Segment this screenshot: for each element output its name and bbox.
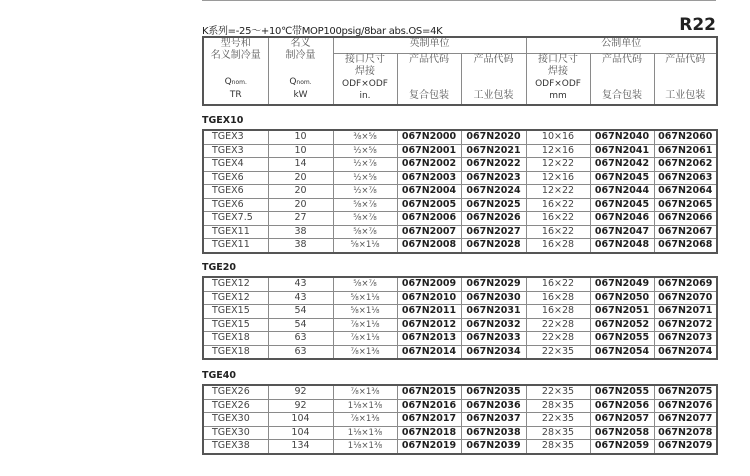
cell-code-industrial-in: 067N2029 <box>461 277 526 291</box>
cell-code-multi-in: 067N2017 <box>397 413 461 427</box>
cell-code-multi-mm: 067N2050 <box>590 291 654 305</box>
section-title: TGEX10 <box>202 115 244 126</box>
cell-code-multi-mm: 067N2046 <box>590 212 654 226</box>
table-row <box>203 277 717 291</box>
cell-connection-mm: 22×35 <box>526 413 590 427</box>
pack-multi: 复合包装 <box>409 89 449 101</box>
cell-code-multi-mm: 067N2048 <box>590 239 654 253</box>
cell-code-multi-mm: 067N2058 <box>590 426 654 440</box>
cell-code-multi-in: 067N2003 <box>397 171 461 185</box>
cell-code-multi-in: 067N2016 <box>397 399 461 413</box>
col-code-multi-mm <box>590 53 654 105</box>
cell-connection-mm: 12×22 <box>526 185 590 199</box>
cell-connection-mm: 22×35 <box>526 385 590 399</box>
table-row <box>203 440 717 454</box>
cell-code-multi-mm: 067N2051 <box>590 305 654 319</box>
conn-unit-in: in. <box>359 90 371 101</box>
cell-capacity-kw: 63 <box>268 332 333 346</box>
cell-connection-in: ⅝×⅞ <box>333 212 397 226</box>
cap-line2: 制冷量 <box>285 50 316 61</box>
conn-line2: 焊接 <box>355 65 375 77</box>
cell-code-industrial-mm: 067N2061 <box>654 144 717 158</box>
cell-code-multi-in: 067N2007 <box>397 225 461 239</box>
cell-capacity-kw: 20 <box>268 185 333 199</box>
code-label: 产品代码 <box>473 53 514 65</box>
cell-capacity-kw: 54 <box>268 318 333 332</box>
table-row <box>203 212 717 226</box>
cell-model: TGEX6 <box>203 171 268 185</box>
cell-connection-mm: 16×28 <box>526 291 590 305</box>
cell-model: TGEX3 <box>203 130 268 144</box>
cell-connection-mm: 16×22 <box>526 212 590 226</box>
cell-connection-mm: 22×28 <box>526 318 590 332</box>
cell-capacity-kw: 38 <box>268 225 333 239</box>
cell-connection-in: 1⅛×1⅜ <box>333 426 397 440</box>
cell-capacity-kw: 54 <box>268 305 333 319</box>
conn-line1: 接口尺寸 <box>345 53 385 65</box>
imperial-group: 英制单位 <box>333 37 526 53</box>
cell-connection-mm: 12×22 <box>526 158 590 172</box>
pack-industrial: 工业包装 <box>473 89 514 101</box>
cell-capacity-kw: 63 <box>268 345 333 359</box>
cell-connection-mm: 16×22 <box>526 225 590 239</box>
cell-code-multi-in: 067N2018 <box>397 426 461 440</box>
cell-model: TGEX12 <box>203 291 268 305</box>
cell-connection-in: ⅝×1⅛ <box>333 291 397 305</box>
refrigerant-label: R22 <box>679 15 716 35</box>
cell-code-industrial-in: 067N2030 <box>461 291 526 305</box>
conn-line2: 焊接 <box>548 65 569 77</box>
cell-code-multi-in: 067N2009 <box>397 277 461 291</box>
cell-connection-in: ½×⅝ <box>333 144 397 158</box>
section-title: TGE20 <box>202 262 236 273</box>
cap-unit: kW <box>293 90 308 100</box>
cell-code-industrial-in: 067N2026 <box>461 212 526 226</box>
cell-connection-mm: 28×35 <box>526 440 590 454</box>
col-code-multi-in <box>397 53 461 105</box>
cell-code-multi-mm: 067N2056 <box>590 399 654 413</box>
cell-code-industrial-mm: 067N2065 <box>654 198 717 212</box>
model-q: Qnom. <box>224 77 247 87</box>
cell-code-multi-mm: 067N2057 <box>590 413 654 427</box>
cell-capacity-kw: 10 <box>268 130 333 144</box>
table-row <box>203 198 717 212</box>
table-row <box>203 318 717 332</box>
cell-code-multi-in: 067N2004 <box>397 185 461 199</box>
cell-connection-in: 1⅛×1⅜ <box>333 440 397 454</box>
section-table <box>202 384 718 455</box>
cell-code-industrial-in: 067N2034 <box>461 345 526 359</box>
cell-code-industrial-mm: 067N2062 <box>654 158 717 172</box>
cell-code-industrial-mm: 067N2073 <box>654 332 717 346</box>
cell-code-industrial-in: 067N2035 <box>461 385 526 399</box>
cell-code-multi-in: 067N2006 <box>397 212 461 226</box>
cell-code-multi-mm: 067N2052 <box>590 318 654 332</box>
cell-code-industrial-mm: 067N2064 <box>654 185 717 199</box>
table-row <box>203 399 717 413</box>
cell-capacity-kw: 10 <box>268 144 333 158</box>
cell-code-multi-in: 067N2019 <box>397 440 461 454</box>
cell-code-industrial-mm: 067N2069 <box>654 277 717 291</box>
cell-code-industrial-in: 067N2020 <box>461 130 526 144</box>
cell-code-multi-mm: 067N2041 <box>590 144 654 158</box>
cell-connection-mm: 10×16 <box>526 130 590 144</box>
cell-code-industrial-in: 067N2023 <box>461 171 526 185</box>
cell-code-multi-mm: 067N2049 <box>590 277 654 291</box>
cell-code-multi-in: 067N2008 <box>397 239 461 253</box>
table-row <box>203 413 717 427</box>
cell-connection-in: ⅝×⅞ <box>333 225 397 239</box>
cell-code-industrial-mm: 067N2060 <box>654 130 717 144</box>
cell-connection-in: ½×⅝ <box>333 171 397 185</box>
cell-connection-mm: 12×16 <box>526 144 590 158</box>
cell-connection-mm: 16×28 <box>526 305 590 319</box>
cell-connection-in: ⅝×1⅛ <box>333 305 397 319</box>
cell-capacity-kw: 38 <box>268 239 333 253</box>
table-row <box>203 305 717 319</box>
cell-capacity-kw: 104 <box>268 413 333 427</box>
cell-code-multi-in: 067N2005 <box>397 198 461 212</box>
conn-line1: 接口尺寸 <box>538 53 579 65</box>
cell-code-multi-mm: 067N2045 <box>590 198 654 212</box>
cell-code-industrial-mm: 067N2077 <box>654 413 717 427</box>
cell-model: TGEX18 <box>203 332 268 346</box>
section-title: TGE40 <box>202 370 236 381</box>
cell-connection-mm: 22×28 <box>526 332 590 346</box>
col-code-ind-mm <box>654 53 717 105</box>
cell-model: TGEX4 <box>203 158 268 172</box>
cell-code-multi-mm: 067N2047 <box>590 225 654 239</box>
conn-unit-mm: mm <box>549 90 567 101</box>
table-row <box>203 171 717 185</box>
cell-code-industrial-in: 067N2021 <box>461 144 526 158</box>
cell-capacity-kw: 43 <box>268 277 333 291</box>
cell-code-industrial-mm: 067N2074 <box>654 345 717 359</box>
cell-connection-in: ⅝×⅞ <box>333 277 397 291</box>
cell-connection-mm: 28×35 <box>526 426 590 440</box>
col-capacity <box>268 37 333 105</box>
section-table <box>202 129 718 254</box>
cell-code-industrial-mm: 067N2078 <box>654 426 717 440</box>
model-unit: TR <box>229 90 242 100</box>
cell-code-industrial-mm: 067N2070 <box>654 291 717 305</box>
cell-connection-mm: 16×22 <box>526 198 590 212</box>
cell-capacity-kw: 92 <box>268 385 333 399</box>
cell-connection-in: ⅞×1⅛ <box>333 332 397 346</box>
cell-model: TGEX12 <box>203 277 268 291</box>
cell-code-industrial-in: 067N2027 <box>461 225 526 239</box>
cell-code-multi-in: 067N2013 <box>397 332 461 346</box>
cell-connection-in: ⅝×⅞ <box>333 198 397 212</box>
pack-industrial: 工业包装 <box>665 89 706 101</box>
cell-code-industrial-in: 067N2025 <box>461 198 526 212</box>
table-row <box>203 239 717 253</box>
top-rule <box>202 0 716 1</box>
cell-code-industrial-in: 067N2031 <box>461 305 526 319</box>
cell-code-industrial-in: 067N2032 <box>461 318 526 332</box>
table-row <box>203 158 717 172</box>
cell-code-industrial-mm: 067N2066 <box>654 212 717 226</box>
cell-connection-mm: 16×22 <box>526 277 590 291</box>
table-row <box>203 144 717 158</box>
cell-model: TGEX11 <box>203 239 268 253</box>
cell-model: TGEX15 <box>203 318 268 332</box>
cell-connection-in: ⅞×1⅛ <box>333 318 397 332</box>
cap-line1: 名义 <box>290 38 311 49</box>
table-row <box>203 385 717 399</box>
cell-code-multi-in: 067N2000 <box>397 130 461 144</box>
cell-connection-in: ⅞×1⅜ <box>333 345 397 359</box>
cell-code-multi-mm: 067N2055 <box>590 385 654 399</box>
col-conn-mm <box>526 53 590 105</box>
cell-code-industrial-in: 067N2036 <box>461 399 526 413</box>
table-row <box>203 185 717 199</box>
cell-code-industrial-in: 067N2038 <box>461 426 526 440</box>
cell-capacity-kw: 43 <box>268 291 333 305</box>
cell-code-industrial-mm: 067N2068 <box>654 239 717 253</box>
cell-connection-in: ⅞×1⅜ <box>333 413 397 427</box>
col-model <box>203 37 268 105</box>
cell-code-multi-in: 067N2014 <box>397 345 461 359</box>
cell-code-industrial-in: 067N2028 <box>461 239 526 253</box>
cell-model: TGEX11 <box>203 225 268 239</box>
conn-line3: ODF×ODF <box>535 78 581 89</box>
cell-code-industrial-in: 067N2022 <box>461 158 526 172</box>
cell-code-multi-in: 067N2015 <box>397 385 461 399</box>
cell-code-industrial-mm: 067N2079 <box>654 440 717 454</box>
cell-code-industrial-in: 067N2037 <box>461 413 526 427</box>
cell-model: TGEX26 <box>203 385 268 399</box>
table-row <box>203 130 717 144</box>
cell-capacity-kw: 134 <box>268 440 333 454</box>
cell-connection-mm: 16×28 <box>526 239 590 253</box>
cell-code-multi-in: 067N2011 <box>397 305 461 319</box>
conn-line3: ODF×ODF <box>342 78 388 89</box>
col-conn-in <box>333 53 397 105</box>
cell-connection-in: ½×⅞ <box>333 185 397 199</box>
cell-connection-in: ⅜×⅝ <box>333 130 397 144</box>
cell-connection-mm: 28×35 <box>526 399 590 413</box>
cell-capacity-kw: 104 <box>268 426 333 440</box>
code-label: 产品代码 <box>665 53 706 65</box>
cell-connection-in: ⅞×1⅜ <box>333 385 397 399</box>
cell-model: TGEX3 <box>203 144 268 158</box>
pack-multi: 复合包装 <box>602 89 643 101</box>
cell-model: TGEX6 <box>203 198 268 212</box>
cell-code-industrial-mm: 067N2075 <box>654 385 717 399</box>
cell-code-multi-mm: 067N2054 <box>590 345 654 359</box>
table-row <box>203 345 717 359</box>
table-row <box>203 332 717 346</box>
cell-code-multi-in: 067N2010 <box>397 291 461 305</box>
cell-model: TGEX18 <box>203 345 268 359</box>
model-line1: 型号和 <box>220 38 251 49</box>
cell-connection-in: ⅝×1⅛ <box>333 239 397 253</box>
table-row <box>203 291 717 305</box>
metric-group: 公制单位 <box>526 37 717 53</box>
cell-model: TGEX30 <box>203 426 268 440</box>
code-label: 产品代码 <box>602 53 643 65</box>
cell-model: TGEX26 <box>203 399 268 413</box>
cell-code-industrial-mm: 067N2076 <box>654 399 717 413</box>
cap-q: Qnom. <box>289 77 312 87</box>
cell-connection-mm: 12×16 <box>526 171 590 185</box>
cell-code-multi-mm: 067N2044 <box>590 185 654 199</box>
cell-code-industrial-mm: 067N2063 <box>654 171 717 185</box>
page-title: K系列=-25～+10℃带MOP100psig/8bar abs.OS=4K <box>202 26 443 37</box>
code-label: 产品代码 <box>409 53 449 65</box>
col-code-ind-in <box>461 53 526 105</box>
cell-model: TGEX7.5 <box>203 212 268 226</box>
cell-code-multi-mm: 067N2042 <box>590 158 654 172</box>
cell-capacity-kw: 27 <box>268 212 333 226</box>
cell-code-industrial-mm: 067N2071 <box>654 305 717 319</box>
cell-connection-in: 1⅛×1⅜ <box>333 399 397 413</box>
cell-capacity-kw: 20 <box>268 198 333 212</box>
header-table <box>202 36 718 106</box>
cell-code-multi-in: 067N2002 <box>397 158 461 172</box>
cell-capacity-kw: 14 <box>268 158 333 172</box>
cell-code-industrial-in: 067N2039 <box>461 440 526 454</box>
cell-code-multi-in: 067N2012 <box>397 318 461 332</box>
cell-connection-mm: 22×35 <box>526 345 590 359</box>
cell-code-industrial-mm: 067N2067 <box>654 225 717 239</box>
cell-code-industrial-in: 067N2033 <box>461 332 526 346</box>
table-row <box>203 426 717 440</box>
cell-code-multi-in: 067N2001 <box>397 144 461 158</box>
cell-code-multi-mm: 067N2040 <box>590 130 654 144</box>
cell-model: TGEX30 <box>203 413 268 427</box>
cell-code-multi-mm: 067N2055 <box>590 332 654 346</box>
cell-model: TGEX38 <box>203 440 268 454</box>
cell-code-multi-mm: 067N2045 <box>590 171 654 185</box>
section-table <box>202 276 718 360</box>
cell-code-industrial-mm: 067N2072 <box>654 318 717 332</box>
model-line2: 名义制冷量 <box>210 50 261 61</box>
cell-code-industrial-in: 067N2024 <box>461 185 526 199</box>
cell-capacity-kw: 20 <box>268 171 333 185</box>
table-row <box>203 225 717 239</box>
cell-model: TGEX15 <box>203 305 268 319</box>
cell-capacity-kw: 92 <box>268 399 333 413</box>
cell-connection-in: ½×⅞ <box>333 158 397 172</box>
cell-code-multi-mm: 067N2059 <box>590 440 654 454</box>
cell-model: TGEX6 <box>203 185 268 199</box>
